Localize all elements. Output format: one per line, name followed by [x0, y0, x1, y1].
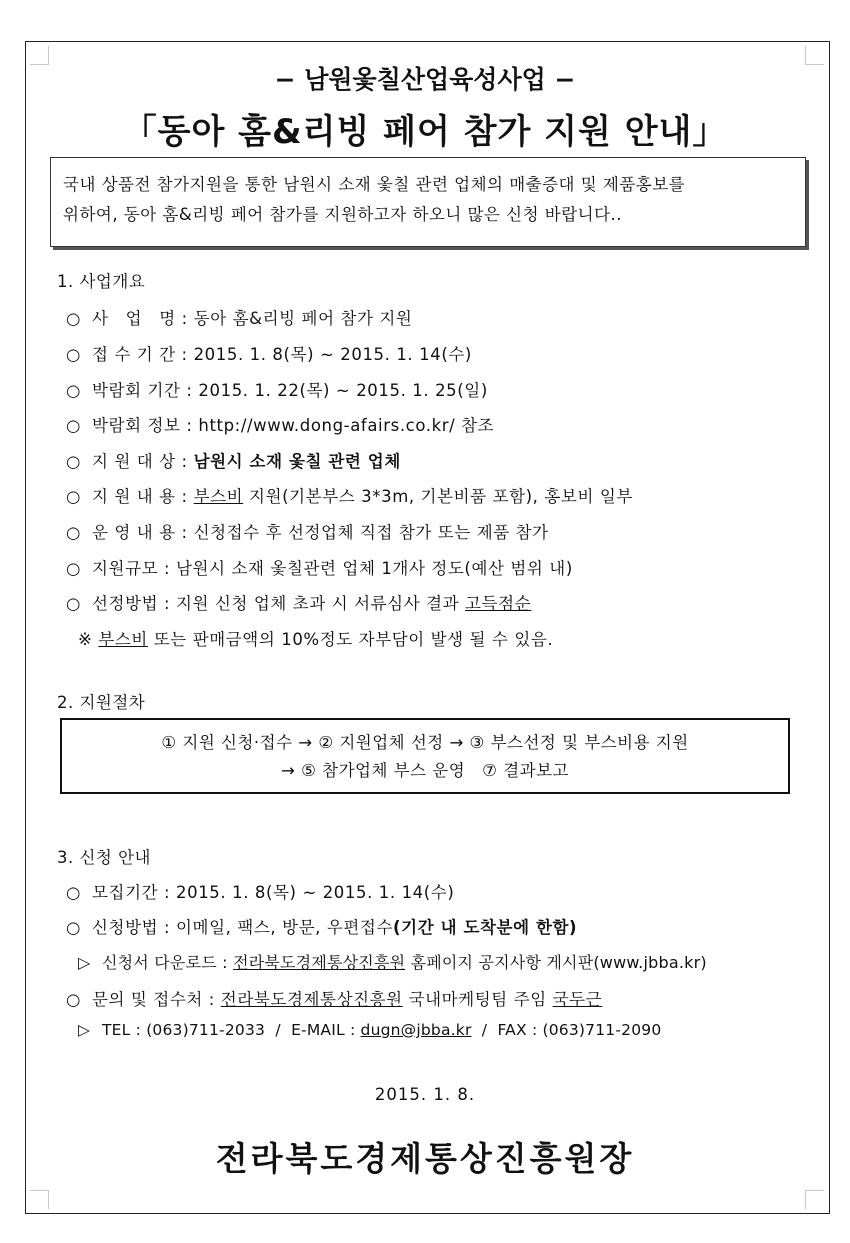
item-label: 신청서 다운로드	[102, 953, 217, 972]
item-value: 지원 신청 업체 초과 시 서류심사 결과	[176, 594, 466, 613]
item-label: 접 수 기 간	[92, 345, 176, 364]
note-text: 또는 판매금액의 10%정도 자부담이 발생 될 수 있음.	[147, 630, 554, 649]
overview-item: ○ 박람회 기간 : 2015. 1. 22(목) ∼ 2015. 1. 25(일)	[66, 381, 488, 400]
item-label: 문의 및 접수처	[92, 990, 203, 1009]
section-title-overview: 1. 사업개요	[57, 272, 146, 291]
note-underlined: 부스비	[98, 630, 148, 649]
item-label: 사 업 명	[92, 309, 176, 328]
signer-name: 전라북도경제통상진흥원장	[215, 1139, 635, 1178]
circle-bullet-icon: ○	[66, 883, 81, 902]
tel-number: (063)711-2033	[146, 1021, 266, 1039]
org-name: 전라북도경제통상진흥원	[233, 953, 406, 972]
overview-item: ○ 운 영 내 용 : 신청접수 후 선정업체 직접 참가 또는 제품 참가	[66, 523, 549, 542]
procedure-box	[60, 718, 790, 794]
item-label: 박람회 정보	[92, 416, 181, 435]
item-value-underlined: 부스비	[193, 487, 244, 506]
item-label: 모집기간	[92, 883, 159, 902]
overview-item: ○ 지 원 내 용 : 부스비 지원(기본부스 3*3m, 기본비품 포함), 홍보비 일부	[66, 487, 633, 506]
procedure-line: ① 지원 신청·접수 → ② 지원업체 선정 → ③ 부스선정 및 부스비용 지원	[161, 733, 689, 752]
triangle-bullet-icon: ▷	[78, 1021, 91, 1039]
item-label: 지 원 내 용	[92, 487, 176, 506]
item-label: 지 원 대 상	[92, 452, 176, 471]
corner-mark	[30, 1190, 49, 1209]
item-value: 동아 홈&리빙 페어 참가 지원	[193, 309, 413, 328]
item-label: 지원규모	[92, 559, 159, 578]
overview-item: ○ 박람회 정보 : http://www.dong-afairs.co.kr/ 참조	[66, 416, 495, 435]
item-value: 남원시 소재 옻칠 관련 업체	[193, 452, 401, 471]
intro-line: 위하여, 동아 홈&리빙 페어 참가를 지원하고자 하오니 많은 신청 바랍니다..	[63, 205, 623, 224]
overview-item: ○ 지 원 대 상 : 남원시 소재 옻칠 관련 업체	[66, 452, 401, 471]
document-subtitle: − 남원옻칠산업육성사업 −	[274, 65, 576, 94]
fax-number: (063)711-2090	[542, 1021, 662, 1039]
application-item: ○ 신청방법 : 이메일, 팩스, 방문, 우편접수(기간 내 도착분에 한함)	[66, 918, 578, 937]
circle-bullet-icon: ○	[66, 381, 81, 400]
section-title-procedure: 2. 지원절차	[57, 693, 146, 712]
tel-label: TEL	[102, 1021, 131, 1039]
download-info: ▷ 신청서 다운로드 : 전라북도경제통상진흥원 홈페이지 공지사항 게시판(www.jbba.kr)	[78, 953, 707, 972]
item-value: 이메일, 팩스, 방문, 우편접수	[176, 918, 394, 937]
org-name: 전라북도경제통상진흥원	[220, 990, 403, 1009]
item-label: 선정방법	[92, 594, 159, 613]
circle-bullet-icon: ○	[66, 416, 81, 435]
overview-item: ○ 지원규모 : 남원시 소재 옻칠관련 업체 1개사 정도(예산 범위 내)	[66, 559, 573, 578]
email-label: E-MAIL	[291, 1021, 345, 1039]
email-address[interactable]: dugn@jbba.kr	[360, 1021, 472, 1039]
circle-bullet-icon: ○	[66, 918, 81, 937]
item-label: 운 영 내 용	[92, 523, 176, 542]
item-value: 2015. 1. 8(목) ∼ 2015. 1. 14(수)	[176, 883, 455, 902]
overview-item: ○ 접 수 기 간 : 2015. 1. 8(목) ∼ 2015. 1. 14(수)	[66, 345, 472, 364]
reference-mark-icon: ※	[78, 630, 93, 649]
section-title-application: 3. 신청 안내	[57, 848, 151, 867]
overview-item: ○ 선정방법 : 지원 신청 업체 초과 시 서류심사 결과 고득점순	[66, 594, 532, 613]
procedure-line: → ⑤ 참가업체 부스 운영 ⑦ 결과보고	[281, 761, 569, 780]
document-date: 2015. 1. 8.	[374, 1085, 476, 1104]
item-value-underlined: 고득점순	[465, 594, 532, 613]
item-value: 지원(기본부스 3*3m, 기본비품 포함), 홍보비 일부	[243, 487, 633, 506]
document-title: 「동아 홈&리빙 페어 참가 지원 안내」	[122, 112, 728, 152]
application-item: ○ 모집기간 : 2015. 1. 8(목) ∼ 2015. 1. 14(수)	[66, 883, 455, 902]
application-item: ○ 문의 및 접수처 : 전라북도경제통상진흥원 국내마케팅팀 주임 국두근	[66, 990, 603, 1009]
intro-box	[50, 157, 806, 247]
self-burden-note	[78, 626, 553, 650]
item-value: 국내마케팅팀 주임	[402, 990, 553, 1009]
circle-bullet-icon: ○	[66, 452, 81, 471]
item-value: 남원시 소재 옻칠관련 업체 1개사 정도(예산 범위 내)	[176, 559, 573, 578]
item-label: 신청방법	[92, 918, 159, 937]
circle-bullet-icon: ○	[66, 559, 81, 578]
intro-line: 국내 상품전 참가지원을 통한 남원시 소재 옻칠 관련 업체의 매출증대 및 제품홍보를	[63, 175, 686, 194]
fair-url: http://www.dong-afairs.co.kr/ 참조	[198, 416, 495, 435]
corner-mark	[805, 1190, 824, 1209]
item-value: 2015. 1. 8(목) ∼ 2015. 1. 14(수)	[193, 345, 472, 364]
contact-person: 국두근	[552, 990, 603, 1009]
circle-bullet-icon: ○	[66, 594, 81, 613]
circle-bullet-icon: ○	[66, 345, 81, 364]
item-value: 홈페이지 공지사항 게시판(www.jbba.kr)	[405, 953, 707, 972]
separator: /	[275, 1021, 281, 1039]
contact-info: ▷ TEL : (063)711-2033 / E-MAIL : dugn@jbba.kr / FAX : (063)711-2090	[78, 1021, 662, 1039]
circle-bullet-icon: ○	[66, 523, 81, 542]
fax-label: FAX	[497, 1021, 527, 1039]
item-value: 신청접수 후 선정업체 직접 참가 또는 제품 참가	[193, 523, 549, 542]
circle-bullet-icon: ○	[66, 309, 81, 328]
circle-bullet-icon: ○	[66, 990, 81, 1009]
separator: /	[481, 1021, 488, 1039]
item-value-bold: (기간 내 도착분에 한함)	[393, 918, 578, 937]
item-label: 박람회 기간	[92, 381, 181, 400]
overview-item: ○ 사 업 명 : 동아 홈&리빙 페어 참가 지원	[66, 309, 413, 328]
circle-bullet-icon: ○	[66, 487, 81, 506]
triangle-bullet-icon: ▷	[78, 953, 91, 972]
item-value: 2015. 1. 22(목) ∼ 2015. 1. 25(일)	[198, 381, 488, 400]
